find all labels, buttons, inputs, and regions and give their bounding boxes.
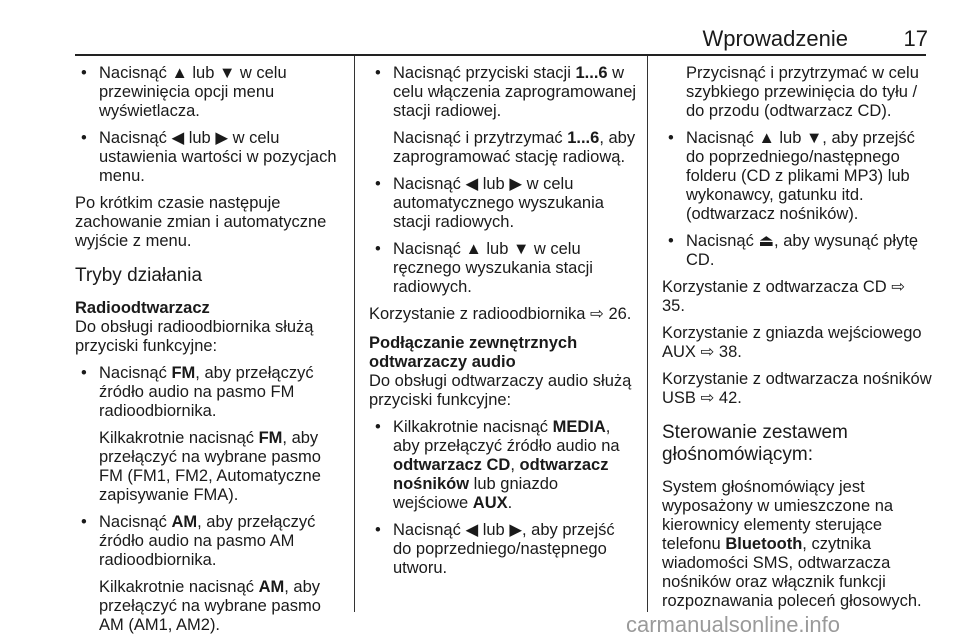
heading-modes: Tryby działania [75,265,203,286]
page-header [0,0,960,58]
bullet-station-keys: • Nacisnąć przyciski stacji 1...6 w celu włączenia zaprogramowanej stacji radiowej. [369,64,637,121]
bullet-auto-search: • Nacisnąć ◀ lub ▶ w celu automatycznego wyszukania stacji radiowych. [369,175,637,232]
paragraph-auto-exit: Po krótkim czasie następuje zachowanie zmian i automatyczne wyjście z menu. [75,194,327,250]
paragraph-radio-intro: Do obsługi radioodbiornika służą przyciski funkcyjne: [75,318,314,355]
heading-steering: Sterowanie zestawem głośnomówiącym: [662,422,848,465]
column-divider-1 [354,56,355,612]
page-number: 17 [903,26,928,51]
heading-radio: Radioodtwarzacz [75,299,210,317]
sub-fm: Kilkakrotnie nacisnąć FM, aby przełączyć na wybrane pasmo FM (FM1, FM2, Automatyczne zapisywanie FMA). [99,429,321,504]
column-divider-2 [647,56,648,612]
sub-am: Kilkakrotnie nacisnąć AM, aby przełączyć na wybrane pasmo AM (AM1, AM2). [99,578,321,634]
bullet-fm: • Nacisnąć FM, aby przełączyć źródło audio na pasmo FM radioodbiornika. [75,364,347,421]
sub-station-store: Nacisnąć i przytrzymać 1...6, aby zaprogramować stację radiową. [393,129,636,166]
bullet-media: • Kilkakrotnie nacisnąć MEDIA, aby przełączyć źródło audio na odtwarzacz CD, odtwarzacz nośników lub gniazdo wejściowe AUX. [369,418,637,513]
column-1 [75,64,347,643]
paragraph-handsfree: System głośnomówiący jest wyposażony w umieszczone na kierownicy elementy sterujące telefonu Bluetooth, czytnika wiadomości SMS, odtwarzacza nośników oraz włącznik funkcji rozpoznawania poleceń głosowych. [662,478,922,610]
page-title: Wprowadzenie [702,26,848,51]
paragraph-players-intro: Do obsługi odtwarzaczy audio służą przyciski funkcyjne: [369,372,632,409]
bullet-eject: • Nacisnąć ⏏, aby wysunąć płytę CD. [662,232,932,270]
bullet-folder: • Nacisnąć ▲ lub ▼, aby przejść do poprzedniego/następnego folderu (CD z plikami MP3) lub wykonawcy, gatunku itd. (odtwarzacz nośników). [662,129,932,224]
sub-fast-rewind: Przycisnąć i przytrzymać w celu szybkiego przewinięcia do tyłu / do przodu (odtwarzacz CD). [686,64,919,120]
column-2 [369,64,637,586]
paragraph-cd-ref: Korzystanie z odtwarzacza CD ⇨ 35. [662,278,906,315]
paragraph-aux-ref: Korzystanie z gniazda wejściowego AUX ⇨ 38. [662,324,922,361]
bullet-am: • Nacisnąć AM, aby przełączyć źródło audio na pasmo AM radioodbiornika. [75,513,347,570]
paragraph-usb-ref: Korzystanie z odtwarzacza nośników USB ⇨ 42. [662,370,932,407]
header-rule [75,54,926,56]
column-3 [662,64,932,619]
bullet-manual-search: • Nacisnąć ▲ lub ▼ w celu ręcznego wyszukania stacji radiowych. [369,240,637,297]
bullet-track-skip: • Nacisnąć ◀ lub ▶, aby przejść do poprzedniego/następnego utworu. [369,521,637,578]
watermark: carmanualsonline.info [626,612,841,637]
bullet-menu-scroll: • Nacisnąć ▲ lub ▼ w celu przewinięcia opcji menu wyświetlacza. [75,64,347,121]
paragraph-radio-ref: Korzystanie z radioodbiornika ⇨ 26. [369,305,632,323]
bullet-menu-value: • Nacisnąć ◀ lub ▶ w celu ustawienia wartości w pozycjach menu. [75,129,347,186]
heading-external-players: Podłączanie zewnętrznych odtwarzaczy audio [369,334,578,371]
